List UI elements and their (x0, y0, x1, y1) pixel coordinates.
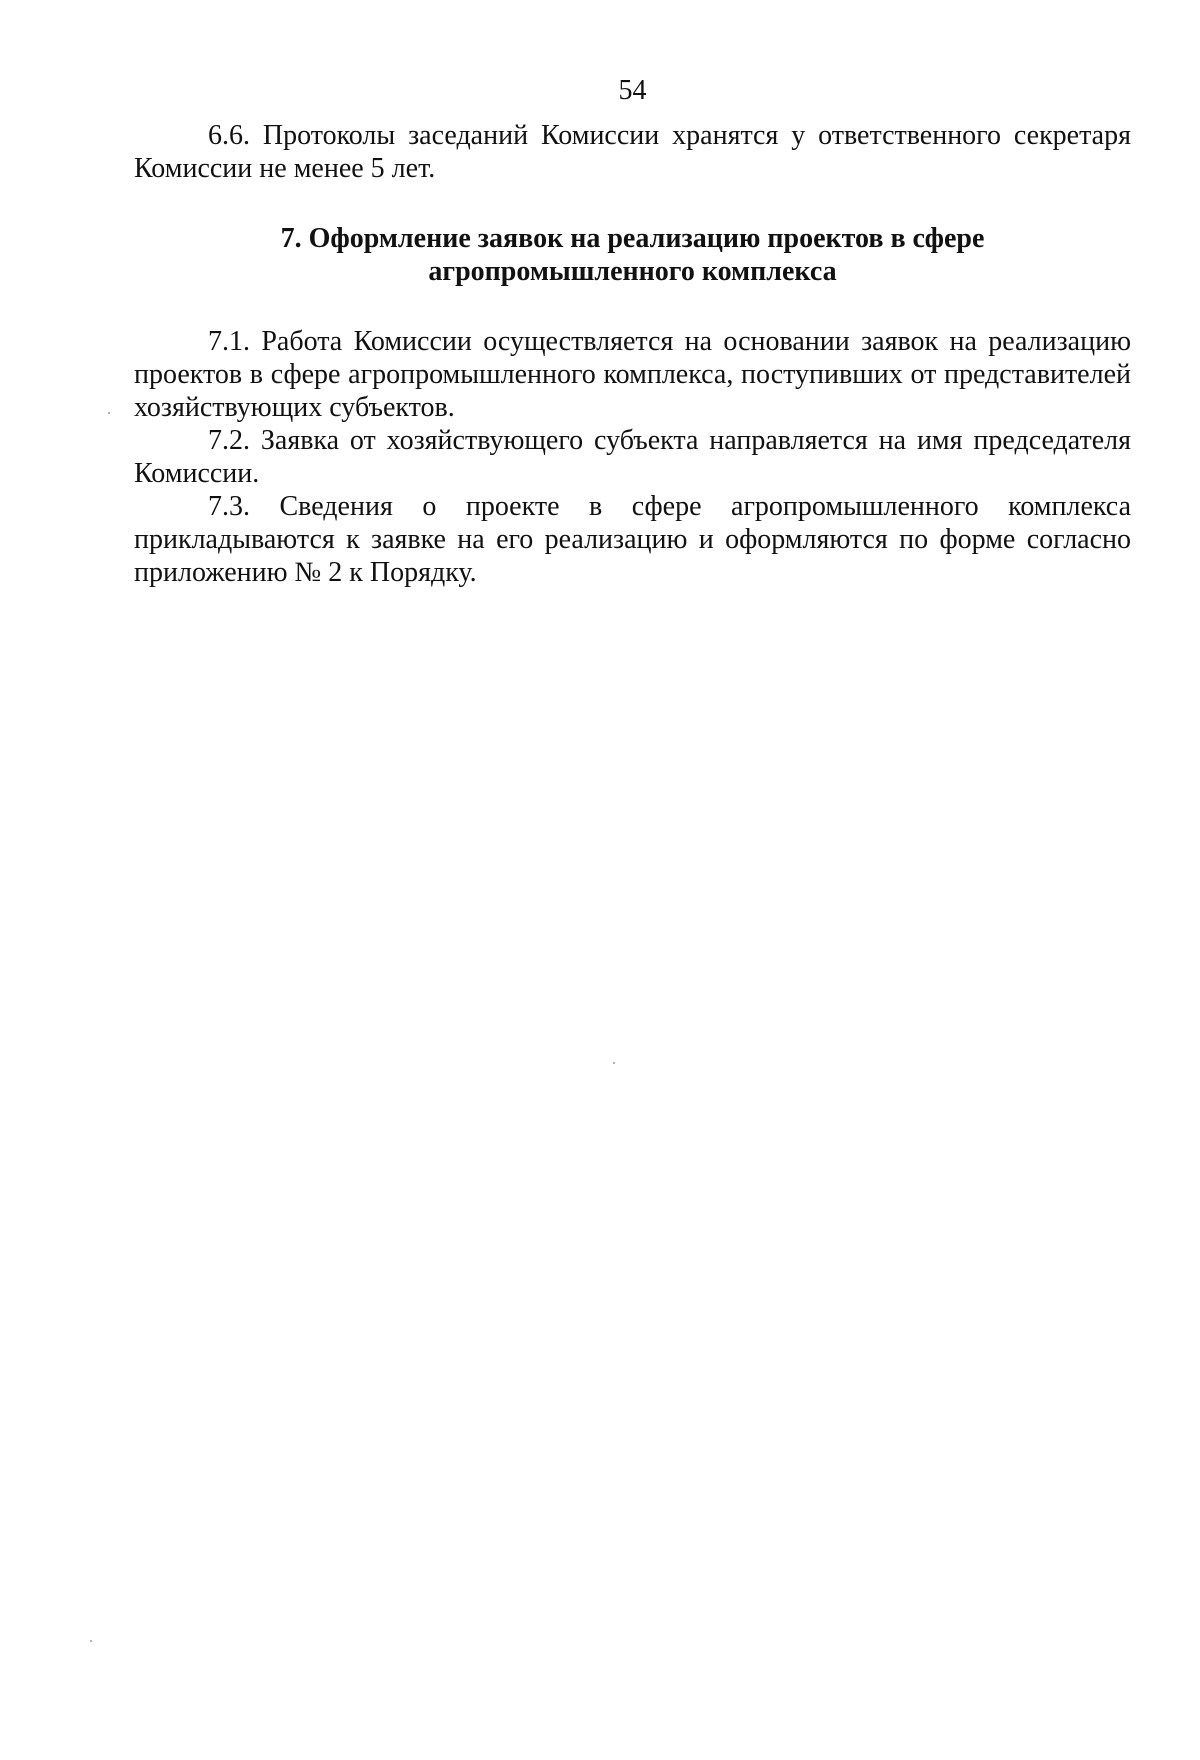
paragraph-7-3: 7.3. Сведения о проекте в сфере агропромышленного комплекса прикладываются к заявке на его реализацию и оформляются по форме согласно приложению № 2 к Порядку. (134, 491, 1131, 588)
section-heading-line-1: 7. Оформление заявок на реализацию проектов в сфере (280, 223, 985, 254)
scan-speck (613, 1062, 615, 1064)
paragraph-6-6: 6.6. Протоколы заседаний Комиссии хранятся у ответственного секретаря Комиссии не менее 5 лет. (134, 120, 1131, 184)
document-body (134, 119, 1131, 589)
scan-speck (90, 1640, 92, 1642)
section-heading-line-2: агропромышленного комплекса (428, 256, 837, 287)
paragraph-7-1: 7.1. Работа Комиссии осуществляется на основании заявок на реализацию проектов в сфере агропромышленного комплекса, поступивших от представителей хозяйствующих субъектов. (134, 326, 1131, 423)
section-7-heading (134, 222, 1131, 288)
scan-speck (108, 412, 110, 414)
paragraph-7-2: 7.2. Заявка от хозяйствующего субъекта направляется на имя председателя Комиссии. (134, 425, 1131, 489)
page-number: 54 (618, 75, 647, 106)
